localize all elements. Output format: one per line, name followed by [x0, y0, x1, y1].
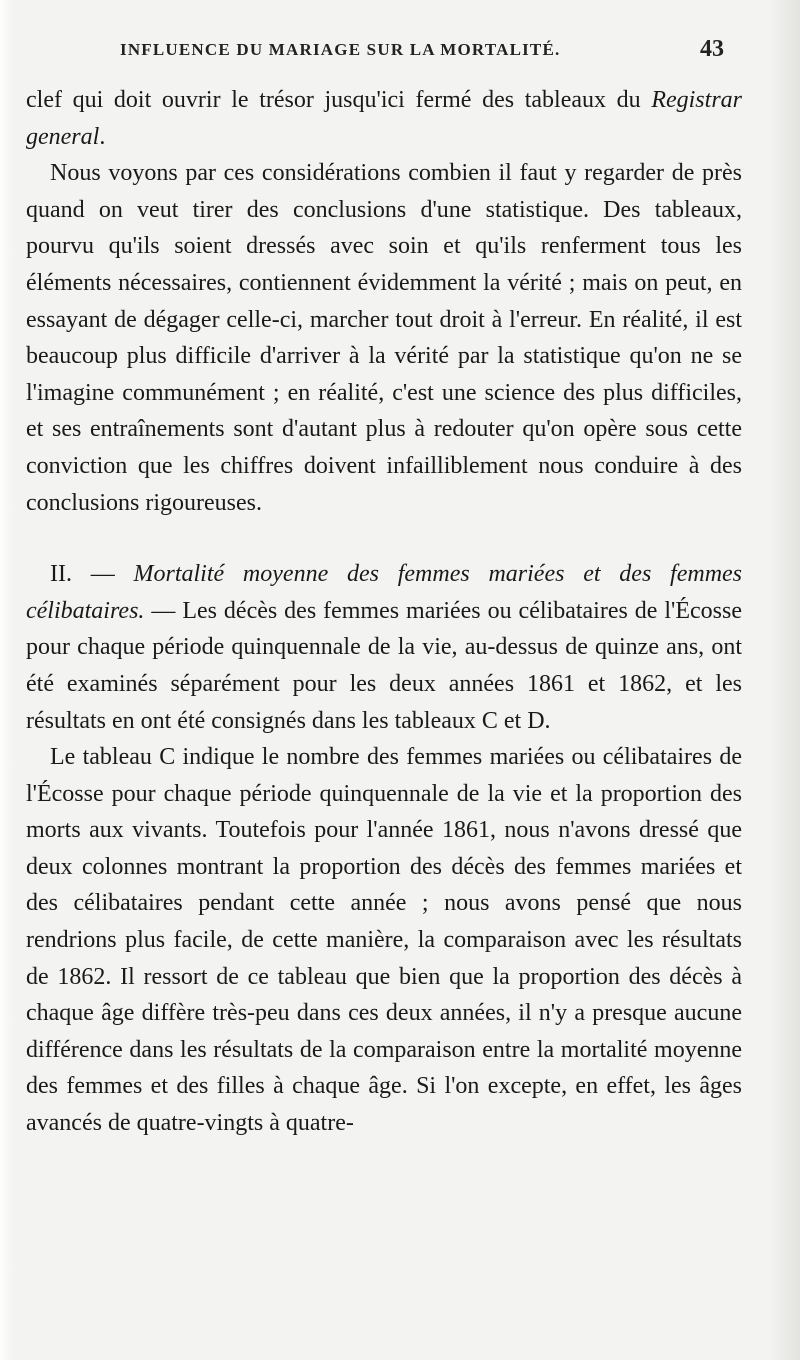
page-right-edge — [770, 0, 800, 1360]
paragraph-text: . — [99, 123, 106, 150]
registrar-general-italic: Registrar general — [26, 87, 742, 150]
paragraph-tableau-c: Le tableau C indique le nombre des femmes mariées ou célibataires de l'Écosse pour chaque période quinquennale de la vie et la proportion des morts aux vivants. Toutefois pour l'année 1861, nous n'avons dressé que deux colonnes montrant la proportion des décès des femmes mariées et des célibataires pendant cette année ; nous avons pensé que nous rendrions plus facile, de cette manière, la comparaison avec les résultats de 1862. Il ressort de ce tableau que bien que la proportion des décès à chaque âge diffère très-peu dans ces deux années, il n'y a presque aucune différence dans les résultats de la comparaison entre la mortalité moyenne des femmes et des filles à chaque âge. Si l'on excepte, en effet, les âges avancés de quatre-vingts à quatre- — [26, 744, 742, 1137]
page-number: 43 — [700, 36, 724, 62]
body-text — [26, 82, 742, 1142]
paragraph-continuation — [26, 82, 742, 155]
paragraph-text: clef qui doit ouvrir le trésor jusqu'ici fermé des tableaux du — [26, 87, 652, 113]
section-text: — Les décès des femmes mariées ou célibataires de l'Écosse pour chaque période quinquennale de la vie, au-dessus de quinze ans, ont été examinés séparément pour les deux années 1861 et 1862, et les résultats en ont été consignés dans les tableaux C et D. — [26, 597, 742, 734]
section-number: II. — — [50, 561, 134, 588]
section-title: Mortalité moyenne des femmes mariées et des femmes célibataires. — [26, 561, 743, 624]
section-paragraph — [26, 556, 742, 739]
paragraph-statistics: Nous voyons par ces considérations combien il faut y regarder de près quand on veut tirer des conclusions d'une statistique. Des tableaux, pourvu qu'ils soient dressés avec soin et qu'ils renferment tous les éléments nécessaires, contiennent évidemment la vérité ; mais on peut, en essayant de dégager celle-ci, marcher tout droit à l'erreur. En réalité, il est beaucoup plus difficile d'arriver à la vérité par la statistique qu'on ne se l'imagine communément ; en réalité, c'est une science des plus difficiles, et ses entraînements sont d'autant plus à redouter qu'on opère sous cette conviction que les chiffres doivent infailliblement nous conduire à des conclusions rigoureuses. — [26, 160, 742, 516]
running-head: INFLUENCE DU MARIAGE SUR LA MORTALITÉ. — [120, 40, 561, 59]
page-left-edge — [0, 0, 14, 1360]
